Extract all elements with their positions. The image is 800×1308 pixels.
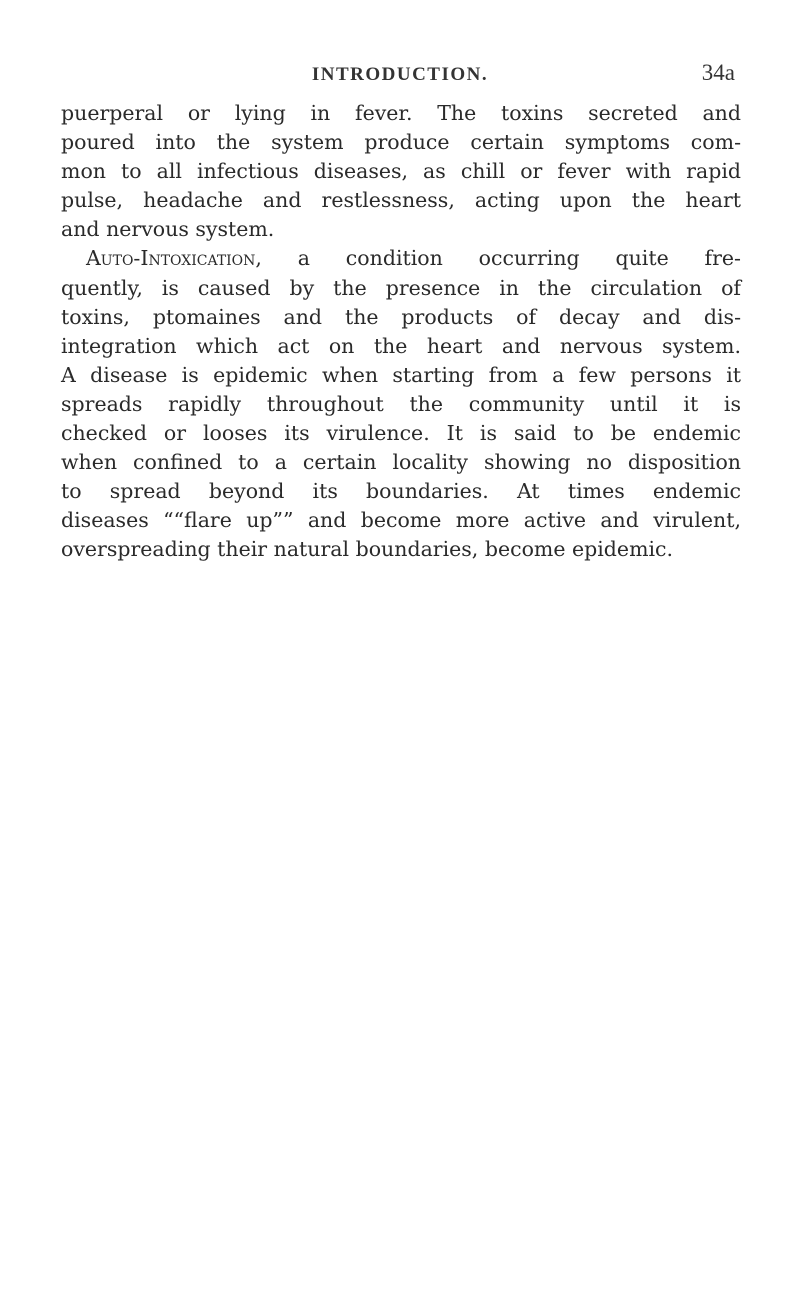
text-line: toxins, ptomaines and the products of decay and dis- <box>61 304 741 329</box>
text-line: diseases ““flare up”” and become more active and virulent, <box>61 508 741 533</box>
text-line: and nervous system. <box>61 217 275 242</box>
text-line: overspreading their natural boundaries, become epidemic. <box>61 537 674 562</box>
page-number: 34a <box>701 60 735 85</box>
text-line: mon to all infectious diseases, as chill or fever with rapid <box>61 159 741 184</box>
text-line <box>61 244 741 273</box>
text-line: quently, is caused by the presence in the circulation of <box>61 275 741 300</box>
term-auto-intoxication: Auto-Intoxication, <box>86 246 262 271</box>
section-title: INTRODUCTION. <box>311 64 489 85</box>
body-text <box>61 99 741 565</box>
text-line: spreads rapidly throughout the community until it is <box>61 391 741 416</box>
text-line-rest: a condition occurring quite fre- <box>261 246 741 271</box>
text-line: puerperal or lying in fever. The toxins secreted and <box>61 101 741 125</box>
text-line: poured into the system produce certain symptoms com- <box>61 130 741 155</box>
text-line: integration which act on the heart and nervous system. <box>61 333 741 358</box>
text-line: to spread beyond its boundaries. At times endemic <box>61 479 741 504</box>
text-line: pulse, headache and restlessness, acting upon the heart <box>61 188 741 213</box>
text-line: A disease is epidemic when starting from a few persons it <box>61 362 741 387</box>
text-line: when confined to a certain locality showing no disposition <box>61 450 741 475</box>
running-head <box>60 62 740 90</box>
text-line: checked or looses its virulence. It is said to be endemic <box>61 421 741 446</box>
